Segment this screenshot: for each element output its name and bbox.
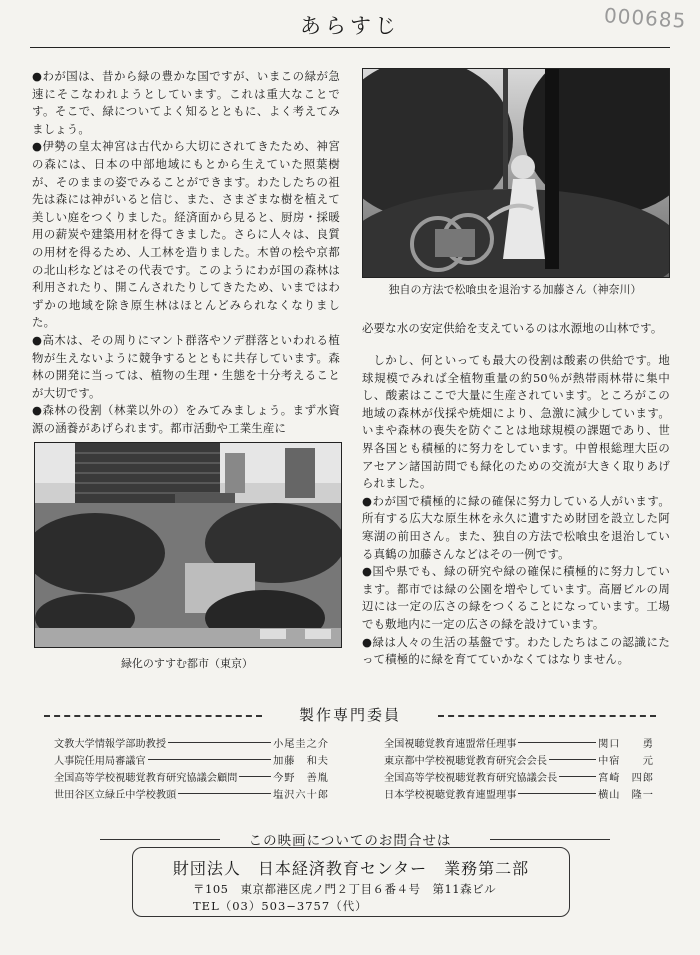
contact-box [132, 847, 570, 917]
member-role: 日本学校視聴覚教育連盟理事 [384, 790, 517, 801]
paragraph: ●森林の役割（林業以外の）をみてみましょう。まず水資源の涵養があげられます。都市活動や工業生産に [32, 403, 340, 435]
committee-list-right [384, 734, 654, 802]
committee-heading: 製作専門委員 [298, 706, 401, 724]
left-column [32, 68, 340, 437]
committee-member [54, 751, 329, 768]
paragraph: ●緑は人々の生活の基盤です。わたしたちはこの認識にたって積極的に緑を育てていかなくてはなりません。 [362, 634, 670, 667]
archive-stamp: 000685 [602, 3, 687, 33]
page-title: あらすじ [300, 14, 400, 38]
postal-address: 〒105 東京都港区虎ノ門２丁目６番４号 第11森ビル [193, 882, 497, 896]
leader-line [549, 759, 596, 760]
contact-rule-right [490, 839, 610, 840]
leader-line [518, 742, 596, 743]
forest-photo [362, 68, 670, 278]
leader-line [178, 793, 271, 794]
member-role: 世田谷区立緑丘中学校教頭 [54, 790, 177, 801]
paragraph: ●伊勢の皇太神宮は古代から大切にされてきたため、神宮の森には、日本の中部地域にもとから生えていた照葉樹が、そのままの姿でみることができます。わたしたちの祖先は森には神がいると信じ、また、さまざまな樹を植えて美しい庭をつくりました。経済面から見ると、厨房・採暖用の薪炭や建築用材を得てきました。さらに人々は、良質の用材を得るため、人工林を造りました。木曽の桧や京都の北山杉などはその代表です。このようにわが国の森林は利用されたり、開こんされたりしてきたため、いまではわずかの地域を除き原生林はほとんどみられなくなりました。 [32, 139, 340, 330]
title-rule [30, 47, 670, 48]
leader-line [239, 776, 271, 777]
member-name: 今野 善胤 [273, 773, 329, 784]
member-name: 加藤 和夫 [273, 756, 329, 767]
paragraph: ●高木は、その周りにマント群落やソデ群落といわれる植物が生えないように競争するとともに共存しています。森林の開発に当っては、植物の生理・生態を十分考えることが大切です。 [32, 332, 340, 400]
member-role: 東京都中学校視聴覚教育研究会会長 [384, 756, 547, 767]
city-photo [34, 442, 342, 648]
committee-member [54, 734, 329, 751]
city-photo-caption: 緑化のすすむ都市（東京） [120, 657, 254, 670]
paragraph: 必要な水の安定供給を支えているのは水源地の山林です。 [362, 321, 663, 335]
member-role: 全国高等学校視聴覚教育研究協議会顧問 [54, 773, 238, 784]
member-name: 横山 隆一 [598, 790, 654, 801]
leader-line [148, 759, 271, 760]
right-column-continuation [362, 320, 670, 338]
paragraph: ●わが国で積極的に緑の確保に努力している人がいます。所有する広大な原生林を永久に遺すため財団を設立した阿寒湖の前田さん。また、独自の方法で松喰虫を退治している真鶴の加藤さんなどはその一例です。 [362, 493, 670, 561]
member-role: 人事院任用局審議官 [54, 756, 146, 767]
paragraph: しかし、何といっても最大の役割は酸素の供給です。地球規模でみれば全植物重量の約50％が熱帯雨林帯に集中し、酸素はここで大量に生産されています。ところがこの地域の森林が伐採や焼畑により、急激に減少しています。いまや森林の喪失を防ぐことは地球規模の課題であり、世界各国とも積極的に努力をしています。中曽根総理大臣のアセアン諸国訪問でも緑化のための交流が大きく取りあげられました。 [362, 353, 670, 491]
committee-member [384, 768, 654, 785]
leader-line [168, 742, 271, 743]
committee-list-left [54, 734, 329, 802]
committee-member [54, 768, 329, 785]
member-name: 宮崎 四郎 [598, 773, 654, 784]
committee-member [384, 785, 654, 802]
contact-heading: この映画についてのお問合せは [248, 833, 452, 849]
forest-photo-caption: 独自の方法で松喰虫を退治する加藤さん（神奈川） [388, 283, 642, 296]
committee-member [384, 734, 654, 751]
right-column [362, 352, 670, 669]
member-name: 関口 勇 [598, 739, 654, 750]
organization-name: 財団法人 日本経済教育センター 業務第二部 [172, 859, 530, 878]
committee-member [54, 785, 329, 802]
member-role: 全国視聴覚教育連盟常任理事 [384, 739, 517, 750]
member-name: 塩沢六十郎 [273, 790, 329, 801]
member-name: 小尾圭之介 [273, 739, 329, 750]
member-role: 全国高等学校視聴覚教育研究協議会長 [384, 773, 558, 784]
paragraph: ●国や県でも、緑の研究や緑の確保に積極的に努力しています。都市では緑の公園を増やしています。高層ビルの周辺には一定の広さの緑をつくることになっています。工場でも敷地内に一定の広さの緑を設けています。 [362, 564, 670, 631]
telephone-number: TEL（03）503−3757（代） [193, 899, 368, 913]
leader-line [559, 776, 596, 777]
member-role: 文教大学情報学部助教授 [54, 739, 167, 750]
leader-line [518, 793, 596, 794]
committee-member [384, 751, 654, 768]
committee-rule-right [438, 715, 656, 717]
member-name: 中宿 元 [598, 756, 654, 767]
paragraph: ●わが国は、昔から緑の豊かな国ですが、いまこの緑が急速にそこなわれようとしています。これは重大なことです。そこで、緑についてよく知るとともに、よく考えてみましょう。 [32, 69, 340, 136]
